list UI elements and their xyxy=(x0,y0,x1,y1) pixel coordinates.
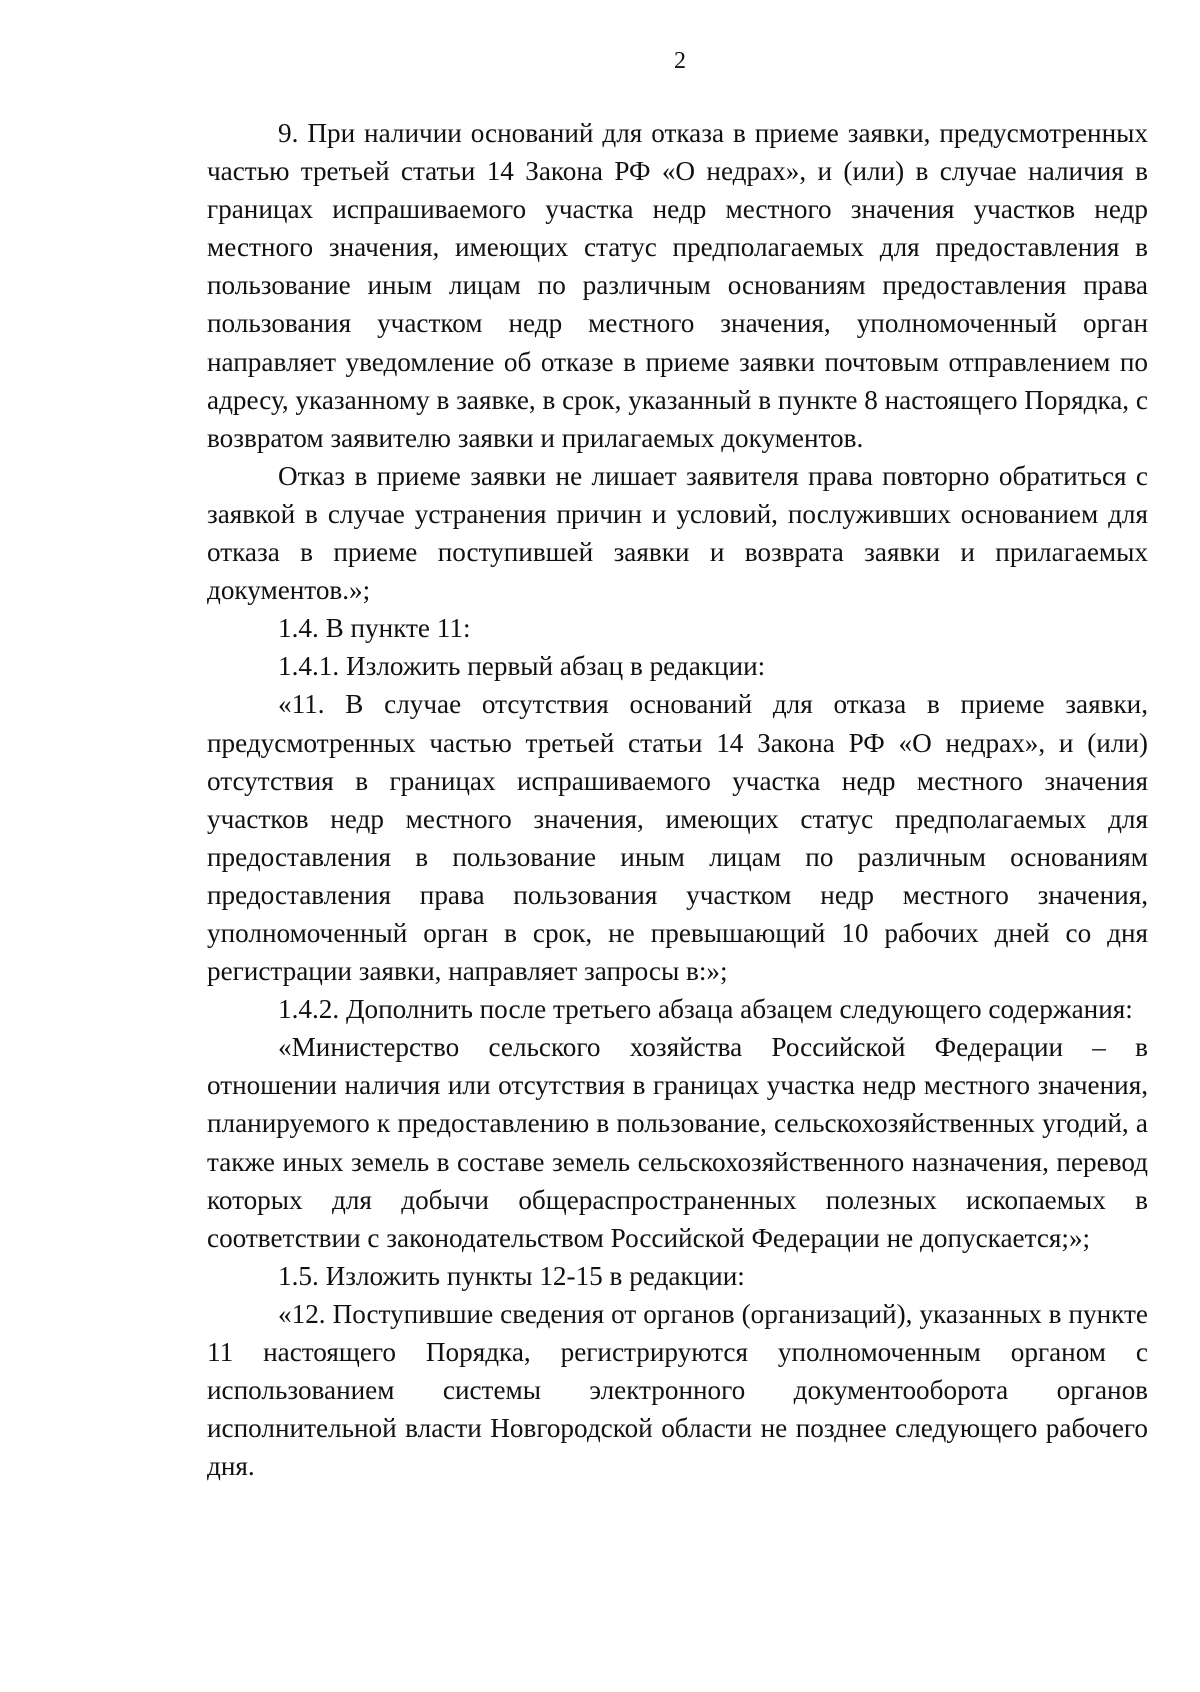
paragraph-item-12: «12. Поступившие сведения от органов (организаций), указанных в пункте 11 настоящего Порядка, регистрируются уполномоченным органом с использованием системы электронного документооборота органов исполнительной власти Новгородской области не позднее следующего рабочего дня. xyxy=(207,1298,1148,1482)
paragraph-1-4-1: 1.4.1. Изложить первый абзац в редакции: xyxy=(278,651,766,682)
paragraph-item-9: 9. При наличии оснований для отказа в приеме заявки, предусмотренных частью третьей статьи 14 Закона РФ «О недрах», и (или) в случае наличия в границах испрашиваемого участка недр местного значения участков недр местного значения, имеющих статус предполагаемых для предоставления в пользование иным лицам по различным основаниям предоставления права пользования участком недр местного значения, уполномоченный орган направляет уведомление об отказе в приеме заявки почтовым отправлением по адресу, указанному в заявке, в срок, указанный в пункте 8 настоящего Порядка, с возвратом заявителю заявки и прилагаемых документов. xyxy=(207,118,1148,453)
paragraph-1-4-2: 1.4.2. Дополнить после третьего абзаца абзацем следующего содержания: xyxy=(278,994,1133,1025)
paragraph-ministry: «Министерство сельского хозяйства Российской Федерации – в отношении наличия или отсутствия в границах участка недр местного значения, планируемого к предоставлению в пользование, сельскохозяйственных угодий, а также иных земель в составе земель сельскохозяйственного назначения, перевод которых для добычи общераспространенных полезных ископаемых в соответствии с законодательством Российской Федерации не допускается;»; xyxy=(207,1032,1148,1253)
paragraph-1-4-heading: 1.4. В пункте 11: xyxy=(278,613,471,644)
page-number: 2 xyxy=(674,48,686,74)
document-body xyxy=(207,114,1148,1485)
paragraph-1-5: 1.5. Изложить пункты 12-15 в редакции: xyxy=(278,1260,745,1291)
paragraph-item-11: «11. В случае отсутствия оснований для отказа в приеме заявки, предусмотренных частью третьей статьи 14 Закона РФ «О недрах», и (или) отсутствия в границах испрашиваемого участка недр местного значения участков недр местного значения, имеющих статус предполагаемых для предоставления в пользование иным лицам по различным основаниям предоставления права пользования участком недр местного значения, уполномоченный орган в срок, не превышающий 10 рабочих дней со дня регистрации заявки, направляет запросы в:»; xyxy=(207,689,1148,987)
paragraph-refusal-note: Отказ в приеме заявки не лишает заявителя права повторно обратиться с заявкой в случае устранения причин и условий, послуживших основанием для отказа в приеме поступившей заявки и возврата заявки и прилагаемых документов.»; xyxy=(207,460,1148,606)
